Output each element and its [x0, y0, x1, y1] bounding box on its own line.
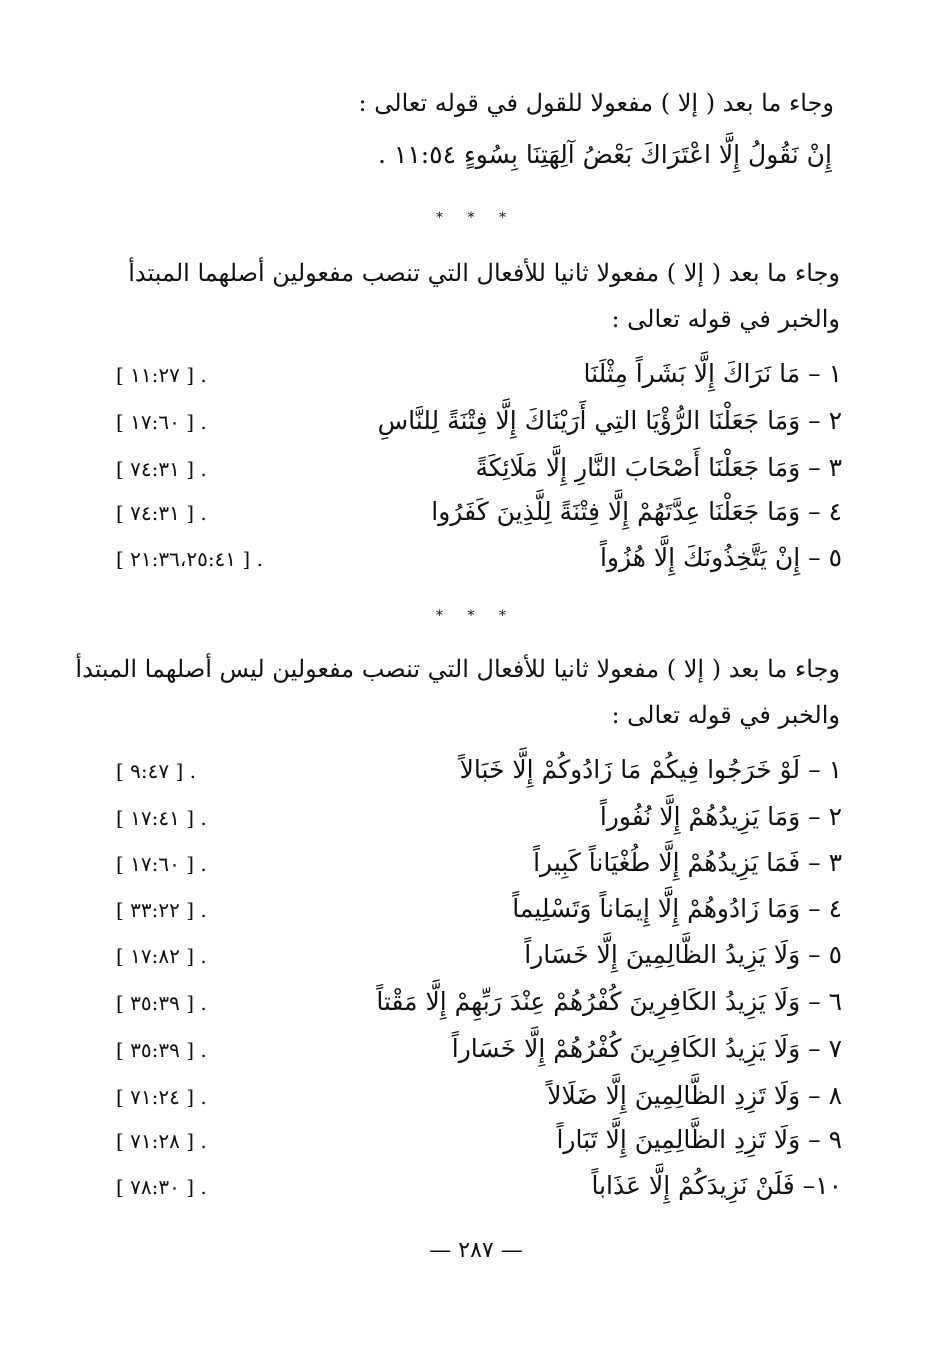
- verse-reference: . [ ٣٥:٣٩ ]: [116, 991, 207, 1015]
- verse-reference: . [ ٣٣:٢٢ ]: [116, 898, 207, 922]
- verse-text: ٥ – إِنْ يَتَّخِذُونَكَ إِلَّا هُزُواً: [599, 543, 842, 572]
- verse-reference: . [ ١١:٢٧ ]: [116, 363, 207, 387]
- section1-verse: إِنْ نَقُولُ إِلَّا اعْتَرَاكَ بَعْضُ آلِهَتِنَا بِسُوءٍ ١١:٥٤ .: [378, 140, 832, 169]
- section1-intro: وجاء ما بعد ( إلا ) مفعولا للقول في قوله تعالى :: [358, 89, 834, 117]
- verse-text: ١ – مَا نَرَاكَ إِلَّا بَشَراً مِثْلَنَا: [583, 359, 842, 388]
- verse-reference: . [ ٩:٤٧ ]: [116, 759, 197, 783]
- verse-text: ٢ – وَمَا يَزِيدُهُمْ إِلَّا نُفُوراً: [599, 802, 842, 831]
- list-item: [110, 1168, 842, 1208]
- verse-text: ٢ – وَمَا جَعَلْنَا الرُّؤْيَا التِي أَرَيْنَاكَ إِلَّا فِتْنَةً لِلنَّاسِ: [377, 406, 842, 435]
- separator-2: * * *: [436, 608, 516, 624]
- verse-reference: . [ ٧١:٢٤ ]: [116, 1085, 207, 1109]
- verse-reference: . [ ٧١:٢٨ ]: [116, 1129, 207, 1153]
- verse-reference: . [ ٧٤:٣١ ]: [116, 501, 207, 525]
- verse-reference: . [ ٣٥:٣٩ ]: [116, 1038, 207, 1062]
- list-item: [110, 540, 842, 580]
- verse-reference: . [ ١٧:٨٢ ]: [116, 944, 207, 968]
- section2-intro-line1: وجاء ما بعد ( إلا ) مفعولا ثانيا للأفعال التي تنصب مفعولين أصلهما المبتدأ: [128, 259, 840, 287]
- section3-intro-line2: والخبر في قوله تعالى :: [611, 701, 840, 729]
- verse-text: ٦ – وَلَا يَزِيدُ الكَافِرِينَ كُفْرُهُمْ عِنْدَ رَبِّهِمْ إِلَّا مَقْتاً: [376, 987, 842, 1016]
- section2-intro-line2: والخبر في قوله تعالى :: [611, 305, 840, 333]
- verse-reference: . [ ٧٨:٣٠ ]: [116, 1175, 207, 1199]
- list-item: [110, 845, 842, 885]
- list-item: [110, 984, 842, 1024]
- verse-reference: . [ ١٧:٤١ ]: [116, 806, 207, 830]
- verse-text: ٤ – وَمَا جَعَلْنَا عِدَّتَهُمْ إِلَّا فِتْنَةً لِلَّذِينَ كَفَرُوا: [431, 497, 842, 526]
- list-item: [110, 1078, 842, 1118]
- section3-intro-line1: وجاء ما بعد ( إلا ) مفعولا ثانيا للأفعال التي تنصب مفعولين ليس أصلهما المبتدأ: [75, 655, 840, 683]
- verse-text: ١٠– فَلَنْ نَزِيدَكُمْ إِلَّا عَذَاباً: [591, 1171, 842, 1200]
- list-item: [110, 494, 842, 534]
- verse-text: ٣ – فَمَا يَزِيدُهُمْ إِلَّا طُغْيَاناً كَبِيراً: [533, 848, 842, 877]
- list-item: [110, 403, 842, 443]
- verse-text: ٤ – وَمَا زَادُوهُمْ إِلَّا إِيمَاناً وَتَسْلِيماً: [512, 894, 842, 923]
- list-item: [110, 1031, 842, 1071]
- list-item: [110, 450, 842, 490]
- list-item: [110, 1122, 842, 1162]
- list-item: [110, 937, 842, 977]
- separator-1: * * *: [436, 210, 516, 226]
- verse-reference: . [ ٢١:٣٦،٢٥:٤١ ]: [116, 547, 263, 571]
- verse-text: ٨ – وَلَا تَزِدِ الظَّالِمِينَ إِلَّا ضَلَالاً: [547, 1081, 842, 1110]
- page-number: — ٢٨٧ —: [429, 1238, 523, 1263]
- verse-text: ٧ – وَلَا يَزِيدُ الكَافِرِينَ كُفْرُهُمْ إِلَّا خَسَاراً: [451, 1034, 842, 1063]
- list-item: [110, 356, 842, 396]
- list-item: [110, 752, 842, 792]
- verse-reference: . [ ١٧:٦٠ ]: [116, 410, 207, 434]
- verse-text: ٥ – وَلَا يَزِيدُ الظَّالِمِينَ إِلَّا خَسَاراً: [524, 940, 842, 969]
- verse-reference: . [ ٧٤:٣١ ]: [116, 457, 207, 481]
- list-item: [110, 891, 842, 931]
- list-item: [110, 799, 842, 839]
- verse-text: ٩ – وَلَا تَزِدِ الظَّالِمِينَ إِلَّا تَبَاراً: [556, 1125, 842, 1154]
- verse-reference: . [ ١٧:٦٠ ]: [116, 852, 207, 876]
- verse-text: ٣ – وَمَا جَعَلْنَا أَصْحَابَ النَّارِ إِلَّا مَلَائِكَةً: [475, 453, 842, 482]
- verse-text: ١ – لَوْ خَرَجُوا فِيكُمْ مَا زَادُوكُمْ إِلَّا خَبَالاً: [459, 755, 842, 784]
